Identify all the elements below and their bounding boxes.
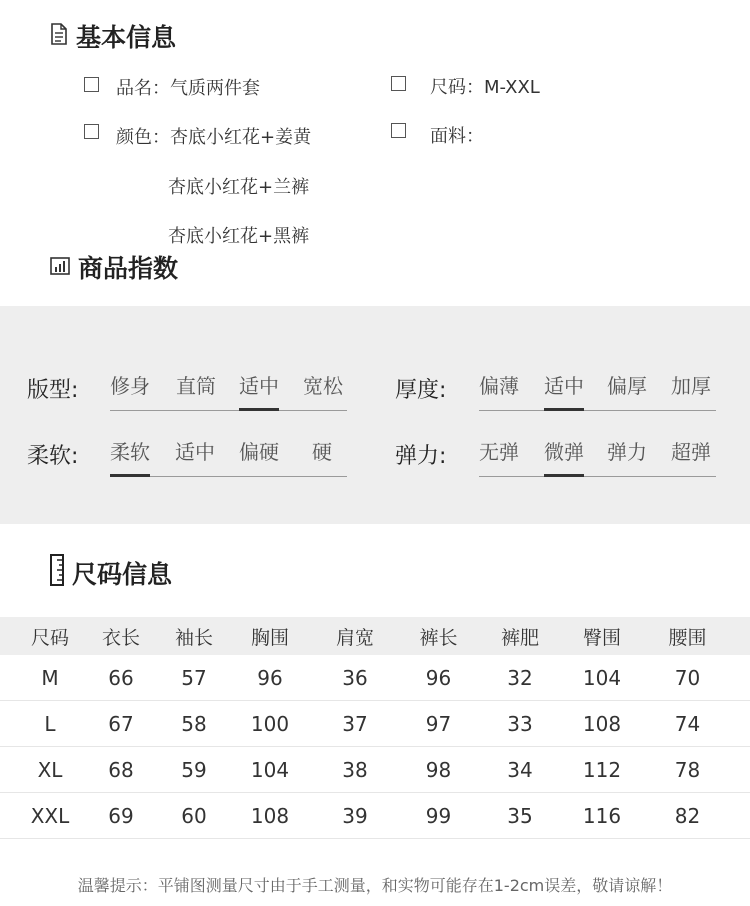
table-cell: 35 [461,793,579,839]
table-cell: 68 [100,747,142,793]
table-cell: 37 [294,701,416,747]
fabric-checkbox[interactable] [391,123,406,138]
size-table-header [0,617,750,655]
table-cell: 112 [579,747,625,793]
table-cell: 34 [461,747,579,793]
document-icon [50,22,68,51]
size-table [0,617,750,839]
table-cell: 38 [294,747,416,793]
size-cell: XL [0,747,100,793]
fit-option-selected[interactable]: 适中 [239,370,279,399]
header-cell: 裤长 [416,617,461,655]
softness-option[interactable]: 适中 [175,440,215,464]
measurement-note: 温馨提示：平铺图测量尺寸由于手工测量，和实物可能存在1-2cm误差，敬请谅解！ [77,876,673,895]
name-checkbox[interactable] [84,77,99,92]
bar-chart-icon [50,253,70,282]
size-range: 尺码：M-XXL [430,77,540,98]
size-checkbox[interactable] [391,76,406,91]
softness-option-selected[interactable]: 柔软 [110,436,150,465]
table-cell: 100 [246,701,294,747]
table-cell: 98 [416,747,461,793]
header-cell: 衣长 [100,617,142,655]
table-cell: 104 [246,747,294,793]
table-cell: 97 [416,701,461,747]
elasticity-option[interactable]: 无弹 [479,440,519,464]
table-cell: 33 [461,701,579,747]
table-cell: 60 [142,793,246,839]
thickness-label: 厚度: [395,378,447,403]
table-cell: 32 [461,655,579,701]
table-row [0,793,750,839]
elasticity-option-selected[interactable]: 微弹 [544,436,584,465]
table-cell: 36 [294,655,416,701]
fabric-label: 面料： [430,126,484,147]
thickness-option-selected[interactable]: 适中 [544,370,584,399]
table-cell: 116 [579,793,625,839]
product-index-title: 商品指数 [78,254,179,283]
color-option-3: 杏底小红花+黑裤 [168,226,310,247]
softness-option[interactable]: 硬 [312,440,332,464]
header-cell: 臀围 [579,617,625,655]
thickness-scale [479,370,716,411]
fit-label: 版型: [27,378,79,403]
fit-option[interactable]: 修身 [110,374,150,398]
table-cell: 57 [142,655,246,701]
table-cell: 59 [142,747,246,793]
elasticity-scale [479,436,716,477]
header-cell: 袖长 [142,617,246,655]
table-cell: 69 [100,793,142,839]
color-option-2: 杏底小红花+兰裤 [168,177,310,198]
fit-option[interactable]: 直筒 [176,374,216,398]
color-checkbox[interactable] [84,124,99,139]
size-info-heading [50,554,172,592]
header-cell: 尺码 [0,617,100,655]
ruler-icon [50,554,64,592]
table-cell: 104 [579,655,625,701]
color-options: 颜色：杏底小红花+姜黄 [116,127,312,148]
table-row [0,747,750,793]
table-row [0,701,750,747]
elasticity-label: 弹力: [395,444,447,469]
table-cell: 96 [416,655,461,701]
table-cell: 39 [294,793,416,839]
header-cell: 腰围 [625,617,750,655]
table-cell: 58 [142,701,246,747]
table-cell: 108 [579,701,625,747]
table-cell: 70 [625,655,750,701]
basic-info-title: 基本信息 [76,23,177,52]
fit-scale [110,370,347,411]
fit-option[interactable]: 宽松 [303,374,343,398]
header-cell: 胸围 [246,617,294,655]
table-cell: 78 [625,747,750,793]
size-cell: XXL [0,793,100,839]
thickness-option[interactable]: 加厚 [671,374,711,398]
table-cell: 66 [100,655,142,701]
table-cell: 99 [416,793,461,839]
table-cell: 82 [625,793,750,839]
size-info-title: 尺码信息 [72,560,173,589]
table-row [0,655,750,701]
product-index-panel [0,306,750,524]
thickness-option[interactable]: 偏厚 [607,374,647,398]
thickness-option[interactable]: 偏薄 [479,374,519,398]
table-cell: 74 [625,701,750,747]
header-cell: 肩宽 [294,617,416,655]
basic-info-heading [50,18,176,54]
size-cell: L [0,701,100,747]
product-name: 品名：气质两件套 [116,78,260,99]
table-cell: 67 [100,701,142,747]
softness-label: 柔软: [27,444,79,469]
elasticity-option[interactable]: 超弹 [671,440,711,464]
softness-option[interactable]: 偏硬 [239,440,279,464]
product-index-heading [50,249,178,285]
elasticity-option[interactable]: 弹力 [607,440,647,464]
header-cell: 裤肥 [461,617,579,655]
size-cell: M [0,655,100,701]
table-cell: 108 [246,793,294,839]
table-cell: 96 [246,655,294,701]
softness-scale [110,436,347,477]
